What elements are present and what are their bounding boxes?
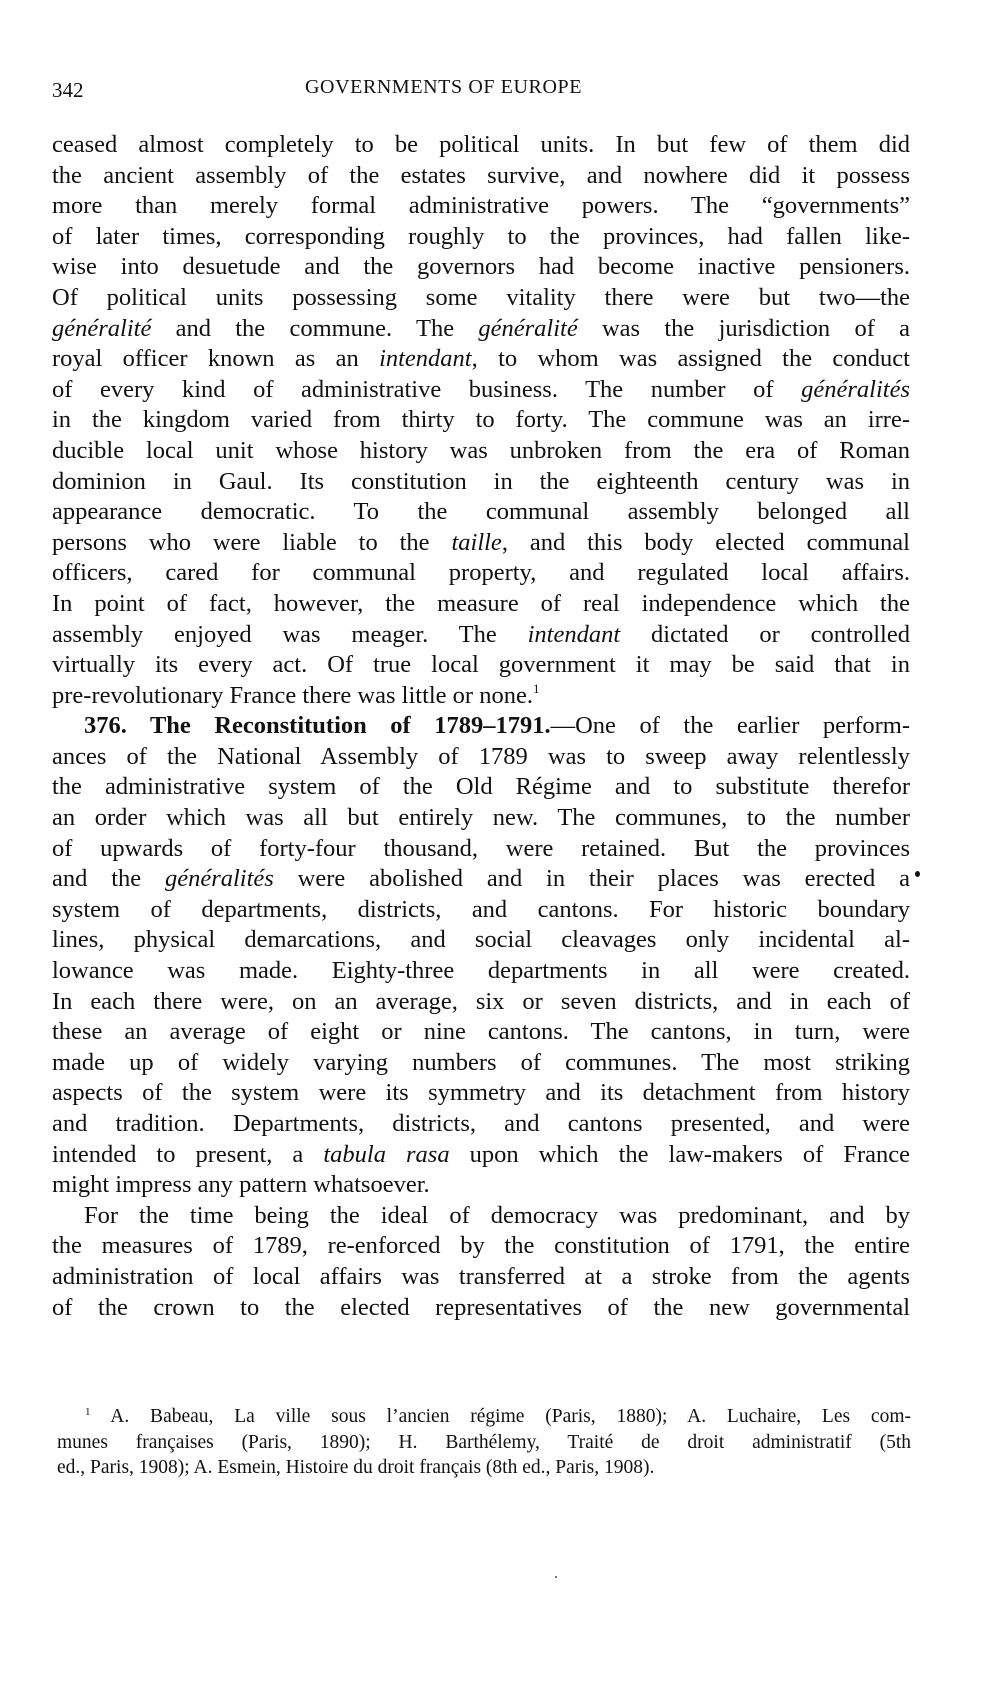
text-line: dominion in Gaul. Its constitution in the eighteenth century was in: [52, 467, 910, 495]
text-line: ceased almost completely to be political units. In but few of them did: [52, 131, 910, 158]
text-span: was the jurisdiction of a: [577, 314, 910, 342]
text-line: of upwards of forty-four thousand, were retained. But the provinces: [52, 834, 910, 862]
text-line: In each there were, on an average, six or seven districts, and in each of: [52, 987, 910, 1015]
text-line: virtually its every act. Of true local government it may be said that in: [52, 651, 910, 679]
text-span: royal officer known as an: [52, 345, 380, 373]
text-span: —One of the earlier perform-: [550, 712, 910, 740]
footnote-marker: 1: [85, 1406, 91, 1418]
text-line: the ancient assembly of the estates survive, and nowhere did it possess: [52, 161, 910, 189]
text-line: these an average of eight or nine cantons. The cantons, in turn, were: [52, 1018, 910, 1046]
text-line: [52, 681, 910, 712]
text-line: officers, cared for communal property, and regulated local affairs.: [52, 559, 910, 587]
page-header: [52, 74, 952, 104]
text-span: A. Babeau, La ville sous l’ancien régime (Paris, 1880); A. Luchaire, Les com-: [110, 1406, 911, 1427]
text-line: [52, 1140, 910, 1171]
text-line: system of departments, districts, and cantons. For historic boundary: [52, 895, 910, 923]
footnote-line: ed., Paris, 1908); A. Esmein, Histoire du droit français (8th ed., Paris, 1908).: [57, 1457, 655, 1478]
text-span: upon which the law-makers of France: [449, 1140, 910, 1168]
body-text: [52, 130, 910, 1323]
running-title: GOVERNMENTS OF EUROPE: [305, 76, 583, 98]
italic-term: tabula rasa: [323, 1140, 450, 1168]
text-line: ducible local unit whose history was unbroken from the era of Roman: [52, 436, 910, 464]
italic-term: généralités: [164, 865, 274, 893]
text-line: lowance was made. Eighty-three departments in all were created.: [52, 957, 910, 985]
footnote-line: [57, 1404, 911, 1430]
margin-mark: [915, 871, 920, 877]
text-line: [52, 314, 910, 345]
text-span: and the commune. The: [151, 314, 479, 342]
text-line: and tradition. Departments, districts, and cantons presented, and were: [52, 1110, 910, 1137]
text-span: pre-revolutionary France there was little or none.: [52, 681, 533, 709]
footnote-reference[interactable]: 1: [532, 680, 540, 696]
text-line: the measures of 1789, re-enforced by the constitution of 1791, the entire: [52, 1232, 910, 1260]
text-line: of later times, corresponding roughly to the provinces, had fallen like-: [52, 222, 910, 250]
text-line: In point of fact, however, the measure of real independence which the: [52, 589, 910, 617]
text-span: intended to present, a: [52, 1140, 324, 1168]
section-heading: 376. The Reconstitution of 1789–1791.: [84, 712, 551, 740]
footnotes: [57, 1404, 911, 1481]
text-span: assembly enjoyed was meager. The: [52, 620, 528, 648]
italic-term: intendant: [379, 345, 472, 373]
text-line: in the kingdom varied from thirty to forty. The commune was an irre-: [52, 406, 910, 434]
text-line: made up of widely varying numbers of communes. The most striking: [52, 1048, 910, 1076]
italic-term: généralités: [801, 375, 910, 403]
text-line: more than merely formal administrative powers. The “governments”: [52, 192, 910, 220]
text-line: administration of local affairs was transferred at a stroke from the agents: [52, 1262, 910, 1290]
text-line: ances of the National Assembly of 1789 was to sweep away relentlessly: [52, 742, 910, 770]
text-line: [52, 620, 910, 651]
text-span: were abolished and in their places was erected a: [273, 865, 910, 893]
footnote-line: munes françaises (Paris, 1890); H. Barthélemy, Traité de droit administratif (5th: [57, 1431, 911, 1453]
text-line: [52, 864, 910, 895]
italic-term: taille: [451, 528, 502, 556]
page-number: 342: [52, 78, 84, 102]
text-line: lines, physical demarcations, and social cleavages only incidental al-: [52, 926, 910, 954]
text-span: dictated or controlled: [620, 620, 910, 648]
text-line: [52, 375, 910, 406]
text-line: of the crown to the elected representatives of the new governmental: [52, 1293, 910, 1321]
text-span: and the: [52, 865, 165, 893]
section-heading-line: [52, 711, 910, 742]
text-span: persons who were liable to the: [52, 528, 452, 556]
scan-speck: [555, 1576, 557, 1578]
text-line: the administrative system of the Old Régime and to substitute therefor: [52, 773, 910, 801]
text-line: an order which was all but entirely new. The communes, to the number: [52, 804, 910, 832]
text-line: For the time being the ideal of democracy was predominant, and by: [84, 1201, 910, 1229]
text-span: of every kind of administrative business. The number of: [52, 375, 802, 403]
text-line: Of political units possessing some vitality there were but two—the: [52, 283, 910, 311]
text-line: [52, 528, 910, 559]
italic-term: intendant: [527, 620, 621, 648]
text-line: [52, 344, 910, 375]
text-span: , to whom was assigned the conduct: [471, 345, 910, 373]
italic-term: généralité: [52, 314, 152, 342]
text-line: appearance democratic. To the communal assembly belonged all: [52, 498, 910, 526]
italic-term: généralité: [478, 314, 578, 342]
text-span: , and this body elected communal: [501, 528, 910, 556]
text-line: aspects of the system were its symmetry and its detachment from history: [52, 1079, 910, 1107]
text-line: might impress any pattern whatsoever.: [52, 1171, 430, 1199]
text-line: wise into desuetude and the governors had become inactive pensioners.: [52, 253, 910, 281]
